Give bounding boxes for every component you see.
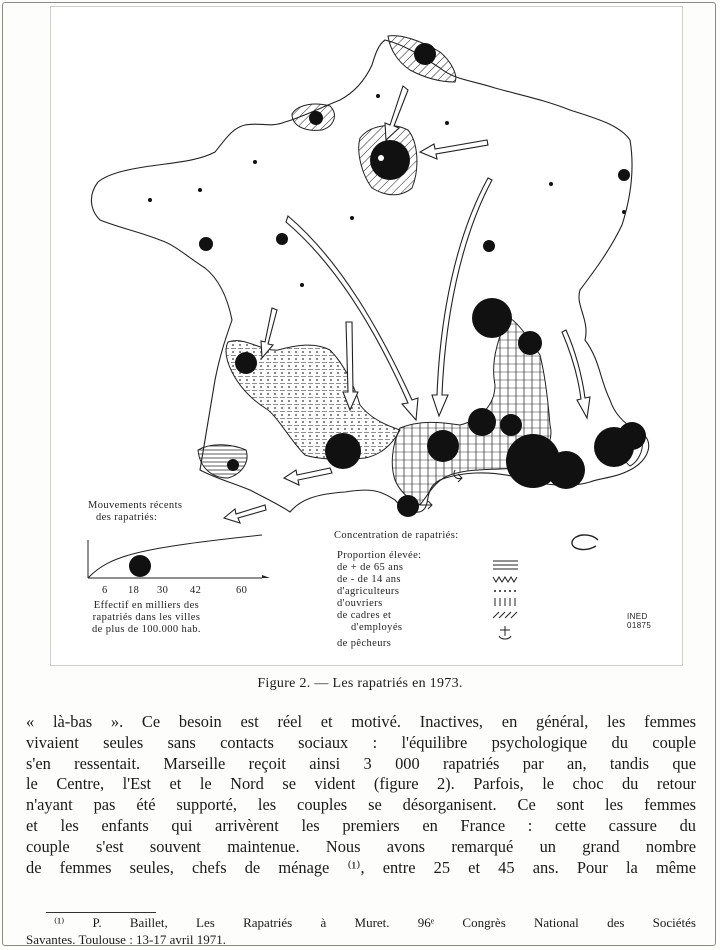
city-circle [397, 495, 419, 517]
legend-scale-ticks: 6 18 30 42 60 [102, 585, 248, 596]
city-dot [253, 160, 257, 164]
legend-movements-title: Mouvements récents des rapatriés: [88, 500, 183, 523]
city-circle [618, 422, 646, 450]
city-dot [300, 283, 304, 287]
city-circle [618, 169, 630, 181]
city-circle [500, 414, 522, 436]
city-circle [370, 140, 410, 180]
city-circle [325, 433, 361, 469]
city-circle [483, 240, 495, 252]
city-dot [549, 182, 553, 186]
city-dot [622, 210, 626, 214]
body-line: et les enfants qui arrivèrent les premiers en France : cette cassure du [26, 815, 696, 835]
city-dot [350, 216, 354, 220]
footnote-line: ⁽¹⁾ P. Baillet, Les Rapatriés à Muret. 96ᵉ Congrès National des Sociétés [54, 915, 696, 930]
city-circle [276, 233, 288, 245]
body-line: « là-bas ». Ce besoin est réel et motivé. Inactives, en général, les femmes [26, 712, 696, 731]
city-circle [414, 43, 436, 65]
footnote [26, 914, 696, 948]
body-line: s'en ressentait. Marseille reçoit ainsi 3 000 rapatriés par an, tandis que [26, 753, 696, 773]
city-circle [227, 459, 239, 471]
ined-stamp: INED 01875 [627, 612, 652, 630]
city-dot [148, 198, 152, 202]
migration-arrow [224, 505, 266, 523]
city-circle [547, 451, 585, 489]
body-paragraph [26, 712, 696, 878]
city-circle [472, 298, 512, 338]
city-circle [309, 111, 323, 125]
legend-scale-chart [88, 535, 270, 578]
fisher-symbol [572, 535, 598, 550]
body-line: de femmes seules, chefs de ménage ⁽¹⁾, entre 25 et 45 ans. Pour la même [26, 857, 696, 877]
city-circle [199, 237, 213, 251]
body-line: le Centre, l'Est et le Nord se vident (figure 2). Parfois, le choc du retour [26, 774, 696, 794]
city-circle [468, 408, 496, 436]
body-line: vivaient seules sans contacts sociaux : l'équilibre psychologique du couple [26, 732, 696, 752]
city-circle [518, 331, 542, 355]
body-line: n'ayant pas été supporté, les couples se désorganisent. Ce sont les femmes [26, 795, 696, 815]
city-dot [198, 188, 202, 192]
footnote-line: Savantes. Toulouse : 13-17 avril 1971. [26, 932, 226, 947]
city-circle [235, 352, 257, 374]
city-circle [427, 430, 459, 462]
legend-swatches [493, 535, 598, 639]
city-dot [376, 94, 380, 98]
legend-scale-caption: Effectif en milliers des rapatriés dans les villes de plus de 100.000 hab. [92, 600, 201, 635]
city-dot [445, 121, 449, 125]
legend-scale-circle [129, 555, 151, 577]
legend-concentration-title: Concentration de rapatriés: [334, 530, 459, 541]
footnote-rule [46, 912, 156, 913]
figure-caption: Figure 2. — Les rapatriés en 1973. [257, 676, 463, 691]
legend-concentration-items: Proportion élevée: de + de 65 ans de - de 14 ans d'agriculteurs d'ouvriers de cadres et d'employés de pêcheurs [337, 550, 422, 649]
body-line: couple s'est souvent maintenue. Nous avons remarqué un grand nombre [26, 836, 696, 856]
